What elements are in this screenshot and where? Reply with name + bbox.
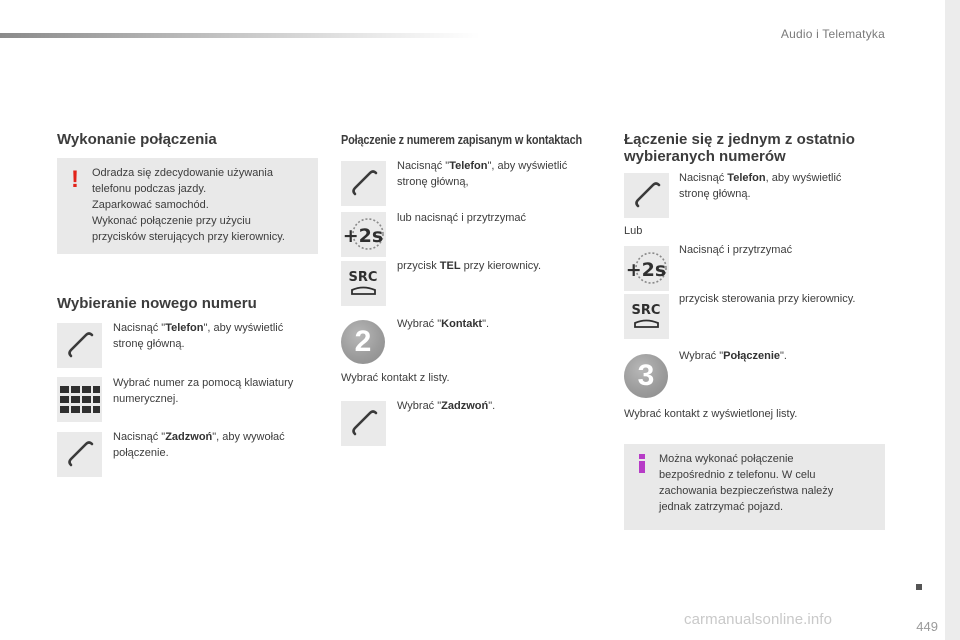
middle-step2-line1: lub nacisnąć i przytrzymać <box>397 212 526 224</box>
phone-icon <box>624 173 669 218</box>
left-step3-line2: połączenie. <box>113 447 169 459</box>
left-step2-line2: numerycznej. <box>113 393 179 405</box>
warning-line-3: Zaparkować samochód. <box>92 199 209 211</box>
phone-icon <box>341 161 386 206</box>
keypad-icon <box>57 377 102 422</box>
step-number-3: 3 <box>624 354 668 398</box>
section-header: Audio i Telematyka <box>780 27 885 41</box>
phone-icon <box>57 323 102 368</box>
hold-2s-icon <box>624 246 669 291</box>
left-step1-text: Nacisnąć "Telefon", aby wyświetlić <box>113 322 284 334</box>
right-step3-line1: przycisk sterowania przy kierownicy. <box>679 293 856 305</box>
middle-step1-line2: stronę główną, <box>397 176 469 188</box>
right-title-line1: Łączenie się z jednym z ostatnio <box>624 131 855 148</box>
info-icon <box>638 454 647 474</box>
left-step1-line2: stronę główną. <box>113 338 185 350</box>
src-label: SRC <box>631 303 661 318</box>
info-line-3: zachowania bezpieczeństwa należy <box>659 485 834 497</box>
middle-step5-text: Wybrać "Zadzwoń". <box>397 400 496 412</box>
warning-icon: ! <box>71 166 79 193</box>
info-line-2: bezpośrednio z telefonu. W celu <box>659 469 816 481</box>
side-strip <box>945 0 960 640</box>
hold-2s-icon <box>341 212 386 257</box>
left-step2-line1: Wybrać numer za pomocą klawiatury <box>113 377 294 389</box>
warning-line-5: przycisków sterujących przy kierownicy. <box>92 231 285 243</box>
right-step2-line1: Nacisnąć i przytrzymać <box>679 244 793 256</box>
warning-line-4: Wykonać połączenie przy użyciu <box>92 215 251 227</box>
middle-note: Wybrać kontakt z listy. <box>341 372 450 384</box>
src-button-icon <box>341 261 386 306</box>
left-title-2: Wybieranie nowego numeru <box>57 295 257 312</box>
phone-icon <box>341 401 386 446</box>
src-button-icon <box>624 294 669 339</box>
step-number-2: 2 <box>341 320 385 364</box>
right-step1-line2: stronę główną. <box>679 188 751 200</box>
right-or: Lub <box>624 225 643 237</box>
hold-2s-label: +2s <box>342 225 384 247</box>
right-step4-text: Wybrać "Połączenie". <box>679 350 787 362</box>
middle-title: Połączenie z numerem zapisanym w kontaktach <box>341 132 582 147</box>
info-line-4: jednak zatrzymać pojazd. <box>659 501 784 513</box>
page-marker <box>916 584 922 590</box>
hold-2s-label: +2s <box>625 259 667 281</box>
middle-step1-text: Nacisnąć "Telefon", aby wyświetlić <box>397 160 568 172</box>
left-step3-text: Nacisnąć "Zadzwoń", aby wywołać <box>113 431 285 443</box>
warning-line-2: telefonu podczas jazdy. <box>92 183 207 195</box>
right-note: Wybrać kontakt z wyświetlonej listy. <box>624 408 798 420</box>
info-line-1: Można wykonać połączenie <box>659 453 794 465</box>
middle-step4-text: Wybrać "Kontakt". <box>397 318 490 330</box>
info-box <box>624 444 885 530</box>
right-step1-text: Nacisnąć Telefon, aby wyświetlić <box>679 172 842 184</box>
left-title: Wykonanie połączenia <box>57 131 217 148</box>
warning-line-1: Odradza się zdecydowanie używania <box>92 167 273 179</box>
right-title-line2: wybieranych numerów <box>624 148 786 165</box>
warning-box <box>57 158 318 254</box>
watermark: carmanualsonline.info <box>684 611 833 628</box>
src-label: SRC <box>348 270 378 285</box>
phone-icon <box>57 432 102 477</box>
page-number: 449 <box>916 619 938 634</box>
middle-step3-text: przycisk TEL przy kierownicy. <box>397 260 542 272</box>
header-rule <box>0 33 480 38</box>
